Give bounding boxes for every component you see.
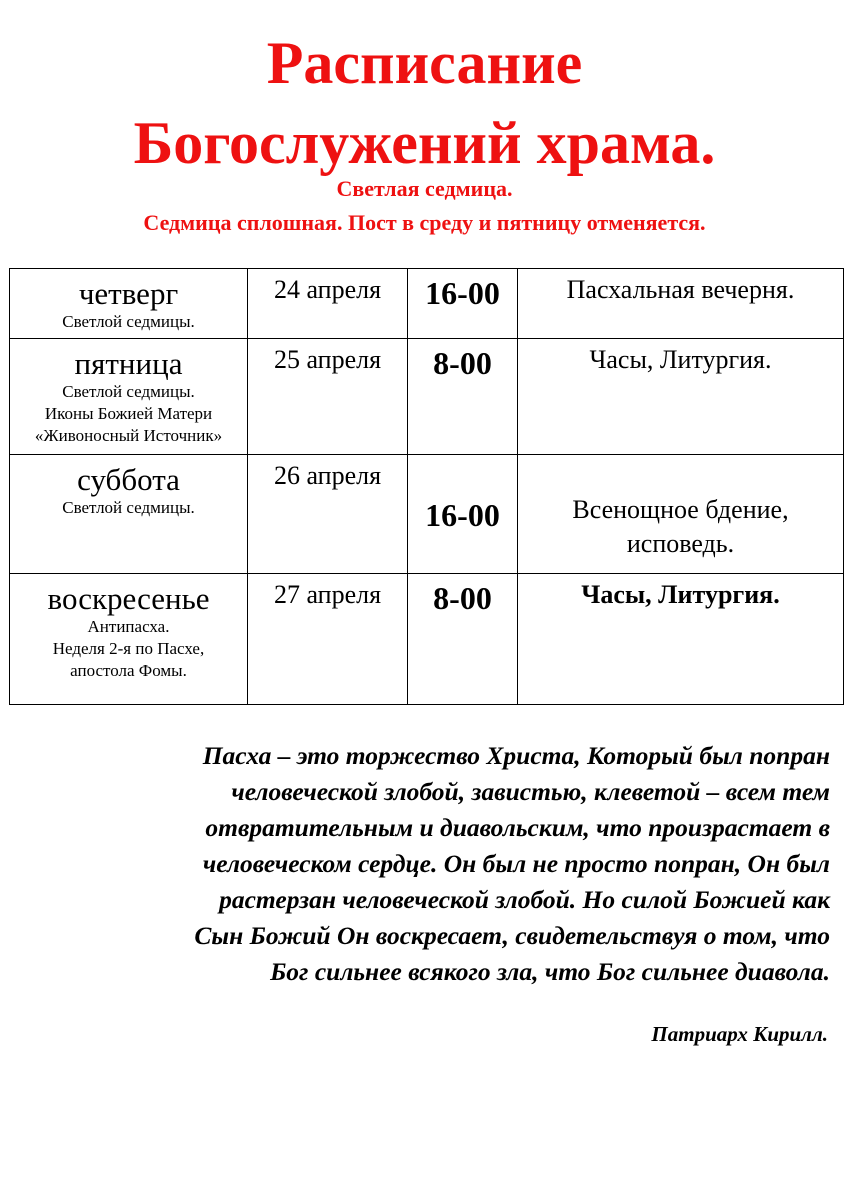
quote-author: Патриарх Кирилл. [651, 1022, 828, 1046]
time: 8-00 [433, 580, 492, 616]
date: 26 апреля [273, 461, 382, 490]
table-row [10, 455, 844, 574]
date-cell [248, 269, 408, 339]
service-cell [518, 339, 844, 455]
table-row [10, 574, 844, 705]
day-name: четверг [78, 276, 179, 311]
day-cell [10, 574, 248, 705]
service: Часы, Литургия. [589, 345, 772, 374]
service: Пасхальная вечерня. [566, 275, 795, 304]
day-cell [10, 269, 248, 339]
table-row [10, 269, 844, 339]
day-name: пятница [74, 346, 183, 381]
page-title-line-1: Расписание [266, 30, 583, 96]
day-note: Светлой седмицы. Иконы Божией Матери «Живоносный Источник» [34, 382, 223, 445]
service-cell [518, 269, 844, 339]
day-cell [10, 339, 248, 455]
day-note: Светлой седмицы. [62, 312, 195, 331]
time-cell [408, 455, 518, 574]
service-cell [518, 455, 844, 574]
service: Часы, Литургия. [581, 580, 780, 609]
service-cell [518, 574, 844, 705]
time: 16-00 [425, 275, 500, 311]
time-cell [408, 269, 518, 339]
day-cell [10, 455, 248, 574]
date: 25 апреля [273, 345, 382, 374]
date: 24 апреля [273, 275, 382, 304]
page-title-line-2: Богослужений храма. [133, 110, 716, 176]
schedule-table [9, 268, 844, 705]
time-cell [408, 574, 518, 705]
service: Всенощное бдение, исповедь. [572, 495, 789, 558]
day-note: Светлой седмицы. [62, 498, 195, 517]
day-name: суббота [77, 462, 180, 497]
subtitle-fast-note: Седмица сплошная. Пост в среду и пятницу отменяется. [143, 210, 706, 235]
time: 8-00 [433, 345, 492, 381]
table-row [10, 339, 844, 455]
date: 27 апреля [273, 580, 382, 609]
quote-text: Пасха – это торжество Христа, Который был попран человеческой злобой, завистью, клеветой – всем тем отвратительным и диавольским, что произрастает в человеческом сердце. Он был не просто попран, Он был растерзан человеческой злобой. Но силой Божией как Сын Божий Он воскресает, свидетельствуя о том, что Бог сильнее всякого зла, что Бог сильнее диавола. [194, 741, 830, 986]
date-cell [248, 574, 408, 705]
date-cell [248, 339, 408, 455]
day-name: воскресенье [47, 581, 210, 616]
subtitle-week: Светлая седмица. [336, 176, 513, 201]
day-note: Антипасха. Неделя 2-я по Пасхе, апостола Фомы. [52, 617, 205, 680]
time: 16-00 [425, 497, 500, 533]
time-cell [408, 339, 518, 455]
date-cell [248, 455, 408, 574]
